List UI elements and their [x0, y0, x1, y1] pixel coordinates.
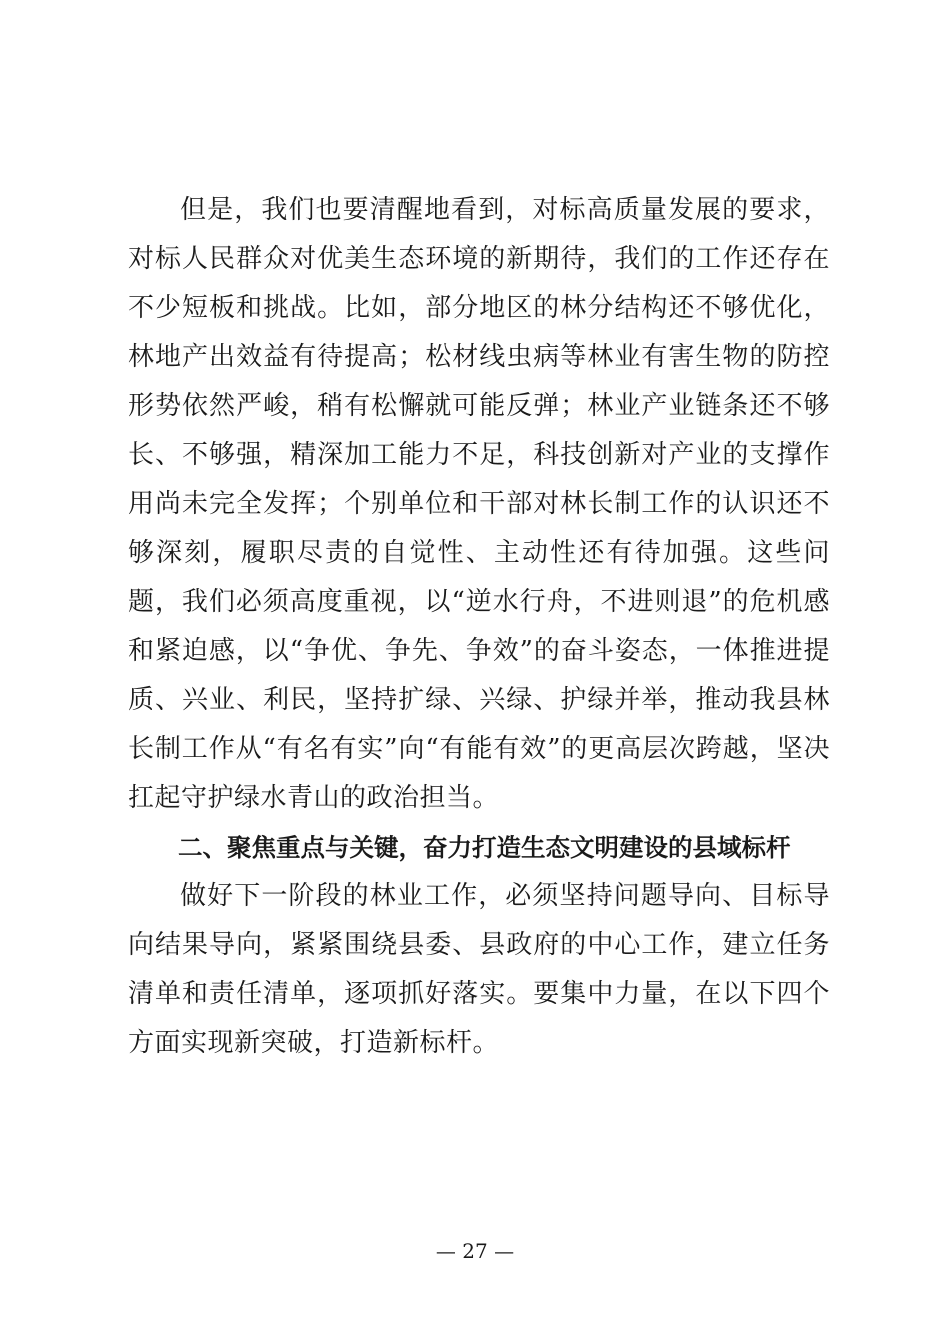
paragraph-section-intro: 做好下一阶段的林业工作，必须坚持问题导向、目标导向结果导向，紧紧围绕县委、县政府的中心工作，建立任务清单和责任清单，逐项抓好落实。要集中力量，在以下四个方面实现新突破，打造新标杆。	[128, 881, 830, 1058]
paragraph-challenges: 但是，我们也要清醒地看到，对标高质量发展的要求，对标人民群众对优美生态环境的新期待，我们的工作还存在不少短板和挑战。比如，部分地区的林分结构还不够优化，林地产出效益有待提高；松材线虫病等林业有害生物的防控形势依然严峻，稍有松懈就可能反弹；林业产业链条还不够长、不够强，精深加工能力不足，科技创新对产业的支撑作用尚未完全发挥；个别单位和干部对林长制工作的认识还不够深刻，履职尽责的自觉性、主动性还有待加强。这些问题，我们必须高度重视，以“逆水行舟，不进则退”的危机感和紧迫感，以“争优、争先、争效”的奋斗姿态，一体推进提质、兴业、利民，坚持扩绿、兴绿、护绿并举，推动我县林长制工作从“有名有实”向“有能有效”的更高层次跨越，坚决扛起守护绿水青山的政治担当。	[128, 195, 830, 813]
page-number: — 27 —	[435, 1239, 515, 1263]
body-text	[128, 186, 830, 1068]
section-heading: 二、聚焦重点与关键，奋力打造生态文明建设的县域标杆	[178, 833, 791, 862]
